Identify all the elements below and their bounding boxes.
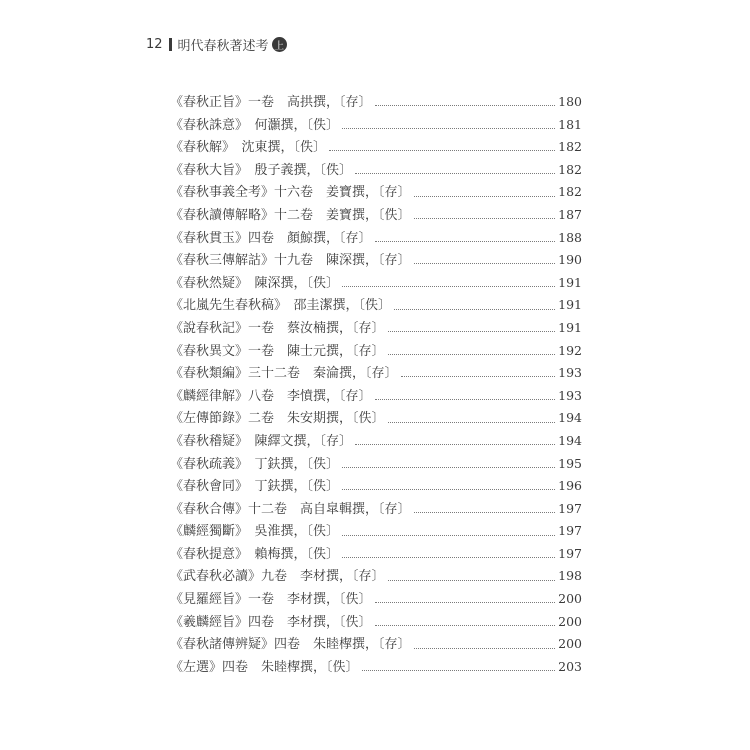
toc-entry bbox=[170, 611, 582, 634]
toc-entry-title: 《春秋解》 沈東撰，〔佚〕 bbox=[170, 140, 327, 156]
dot-leader bbox=[329, 149, 555, 151]
dot-leader bbox=[414, 511, 556, 513]
toc-entry-page: 197 bbox=[558, 545, 582, 561]
toc-entry-title: 《春秋會同》 丁鈇撰，〔佚〕 bbox=[170, 479, 340, 495]
dot-leader bbox=[342, 285, 555, 287]
toc-entry-title: 《春秋正旨》一卷 高拱撰，〔存〕 bbox=[170, 95, 372, 110]
toc-entry-title: 《春秋稽疑》 陳繹文撰，〔存〕 bbox=[170, 433, 353, 449]
toc-entry bbox=[170, 588, 582, 611]
dot-leader bbox=[375, 240, 556, 242]
book-title: 明代春秋著述考 bbox=[177, 39, 269, 54]
dot-leader bbox=[375, 601, 556, 603]
toc-entry-page: 193 bbox=[558, 387, 582, 403]
toc-entry-page: 196 bbox=[558, 478, 582, 494]
toc-entry-title: 《左選》四卷 朱睦㮮撰，〔佚〕 bbox=[170, 659, 359, 675]
dot-leader bbox=[342, 556, 555, 558]
dot-leader bbox=[375, 398, 556, 400]
toc-entry-title: 《春秋貫玉》四卷 顏鯨撰，〔存〕 bbox=[170, 230, 372, 246]
dot-leader bbox=[414, 195, 556, 197]
toc-entry-title: 《春秋疏義》 丁鈇撰，〔佚〕 bbox=[170, 456, 340, 472]
toc-entry bbox=[170, 430, 582, 453]
dot-leader bbox=[388, 330, 556, 332]
toc-entry bbox=[170, 565, 582, 588]
toc-entry bbox=[170, 340, 582, 363]
toc-entry-title: 《見羅經旨》一卷 李材撰，〔佚〕 bbox=[170, 592, 372, 608]
toc-entry bbox=[170, 249, 582, 272]
toc-entry bbox=[170, 656, 582, 679]
toc-entry-page: 180 bbox=[558, 94, 582, 109]
toc-entry bbox=[170, 272, 582, 295]
toc-entry-title: 《春秋然疑》 陳深撰，〔佚〕 bbox=[170, 275, 340, 291]
toc-entry bbox=[170, 498, 582, 521]
toc-entry bbox=[170, 204, 582, 227]
toc-entry bbox=[170, 362, 582, 385]
toc-entry-title: 《左傳節錄》二卷 朱安期撰，〔佚〕 bbox=[170, 411, 385, 427]
dot-leader bbox=[355, 172, 555, 174]
toc-entry bbox=[170, 136, 582, 159]
running-header bbox=[146, 35, 287, 54]
toc-entry-title: 《春秋大旨》 殷子義撰，〔佚〕 bbox=[170, 162, 353, 178]
toc-entry-page: 182 bbox=[558, 184, 582, 200]
toc-entry-title: 《說春秋記》一卷 蔡汝楠撰，〔存〕 bbox=[170, 320, 385, 336]
toc-entry-page: 197 bbox=[558, 500, 582, 516]
table-of-contents bbox=[170, 91, 582, 678]
toc-entry-page: 191 bbox=[558, 297, 582, 313]
toc-entry bbox=[170, 227, 582, 250]
dot-leader bbox=[394, 308, 555, 310]
dot-leader bbox=[401, 375, 556, 377]
toc-entry-page: 200 bbox=[558, 613, 582, 629]
page-number: 12 bbox=[146, 37, 163, 52]
dot-leader bbox=[388, 353, 556, 355]
toc-entry bbox=[170, 181, 582, 204]
toc-entry-title: 《春秋三傳解詁》十九卷 陳深撰，〔存〕 bbox=[170, 253, 411, 269]
toc-entry bbox=[170, 91, 582, 114]
toc-entry-title: 《春秋異文》一卷 陳士元撰，〔存〕 bbox=[170, 343, 385, 359]
volume-badge: 上 bbox=[272, 37, 287, 52]
dot-leader bbox=[375, 104, 556, 106]
dot-leader bbox=[375, 624, 556, 626]
toc-entry-title: 《春秋合傳》十二卷 高自皐輯撰，〔存〕 bbox=[170, 501, 411, 517]
toc-entry-page: 181 bbox=[558, 116, 582, 132]
dot-leader bbox=[342, 534, 555, 536]
toc-entry-page: 200 bbox=[558, 591, 582, 607]
toc-entry-title: 《麟經獨斷》 吳淮撰，〔佚〕 bbox=[170, 524, 340, 540]
toc-entry-title: 《春秋讀傳解略》十二卷 姜寶撰，〔佚〕 bbox=[170, 207, 411, 223]
toc-entry-page: 191 bbox=[558, 274, 582, 290]
dot-leader bbox=[414, 647, 556, 649]
toc-entry-title: 《春秋類編》三十二卷 秦淪撰，〔存〕 bbox=[170, 366, 398, 382]
toc-entry bbox=[170, 114, 582, 137]
toc-entry-page: 200 bbox=[558, 636, 582, 652]
toc-entry-page: 190 bbox=[558, 252, 582, 268]
dot-leader bbox=[388, 421, 556, 423]
dot-leader bbox=[342, 488, 555, 490]
header-divider bbox=[169, 38, 172, 51]
toc-entry-title: 《北嵐先生春秋稿》 邵圭潔撰，〔佚〕 bbox=[170, 298, 392, 314]
dot-leader bbox=[414, 262, 556, 264]
toc-entry-page: 187 bbox=[558, 206, 582, 222]
dot-leader bbox=[388, 579, 556, 581]
toc-entry-page: 194 bbox=[558, 432, 582, 448]
toc-entry bbox=[170, 294, 582, 317]
toc-entry bbox=[170, 475, 582, 498]
toc-entry-page: 203 bbox=[558, 658, 582, 674]
toc-entry-page: 192 bbox=[558, 342, 582, 358]
dot-leader bbox=[342, 127, 555, 129]
toc-entry-title: 《春秋事義全考》十六卷 姜寶撰，〔存〕 bbox=[170, 185, 411, 201]
toc-entry-title: 《春秋提意》 賴梅撰，〔佚〕 bbox=[170, 546, 340, 562]
toc-entry bbox=[170, 633, 582, 656]
toc-entry-page: 182 bbox=[558, 161, 582, 177]
toc-entry-title: 《麟經律解》八卷 李憤撰，〔存〕 bbox=[170, 388, 372, 404]
toc-entry-page: 194 bbox=[558, 410, 582, 426]
toc-entry-page: 198 bbox=[558, 568, 582, 584]
dot-leader bbox=[414, 217, 556, 219]
dot-leader bbox=[342, 466, 555, 468]
dot-leader bbox=[355, 443, 555, 445]
toc-entry-title: 《羲麟經旨》四卷 李材撰，〔佚〕 bbox=[170, 614, 372, 630]
toc-entry-title: 《春秋諸傳辨疑》四卷 朱睦㮮撰，〔存〕 bbox=[170, 637, 411, 653]
toc-entry-page: 195 bbox=[558, 455, 582, 471]
toc-entry-page: 188 bbox=[558, 229, 582, 245]
toc-entry-page: 182 bbox=[558, 139, 582, 155]
toc-entry bbox=[170, 543, 582, 566]
dot-leader bbox=[362, 669, 556, 671]
toc-entry-page: 193 bbox=[558, 365, 582, 381]
toc-entry bbox=[170, 520, 582, 543]
toc-entry bbox=[170, 453, 582, 476]
toc-entry bbox=[170, 407, 582, 430]
toc-entry-page: 197 bbox=[558, 523, 582, 539]
toc-entry bbox=[170, 385, 582, 408]
toc-entry bbox=[170, 317, 582, 340]
toc-entry-title: 《春秋誅意》 何灝撰，〔佚〕 bbox=[170, 117, 340, 133]
toc-entry bbox=[170, 159, 582, 182]
toc-entry-title: 《武春秋必讀》九卷 李材撰，〔存〕 bbox=[170, 569, 385, 585]
toc-entry-page: 191 bbox=[558, 319, 582, 335]
